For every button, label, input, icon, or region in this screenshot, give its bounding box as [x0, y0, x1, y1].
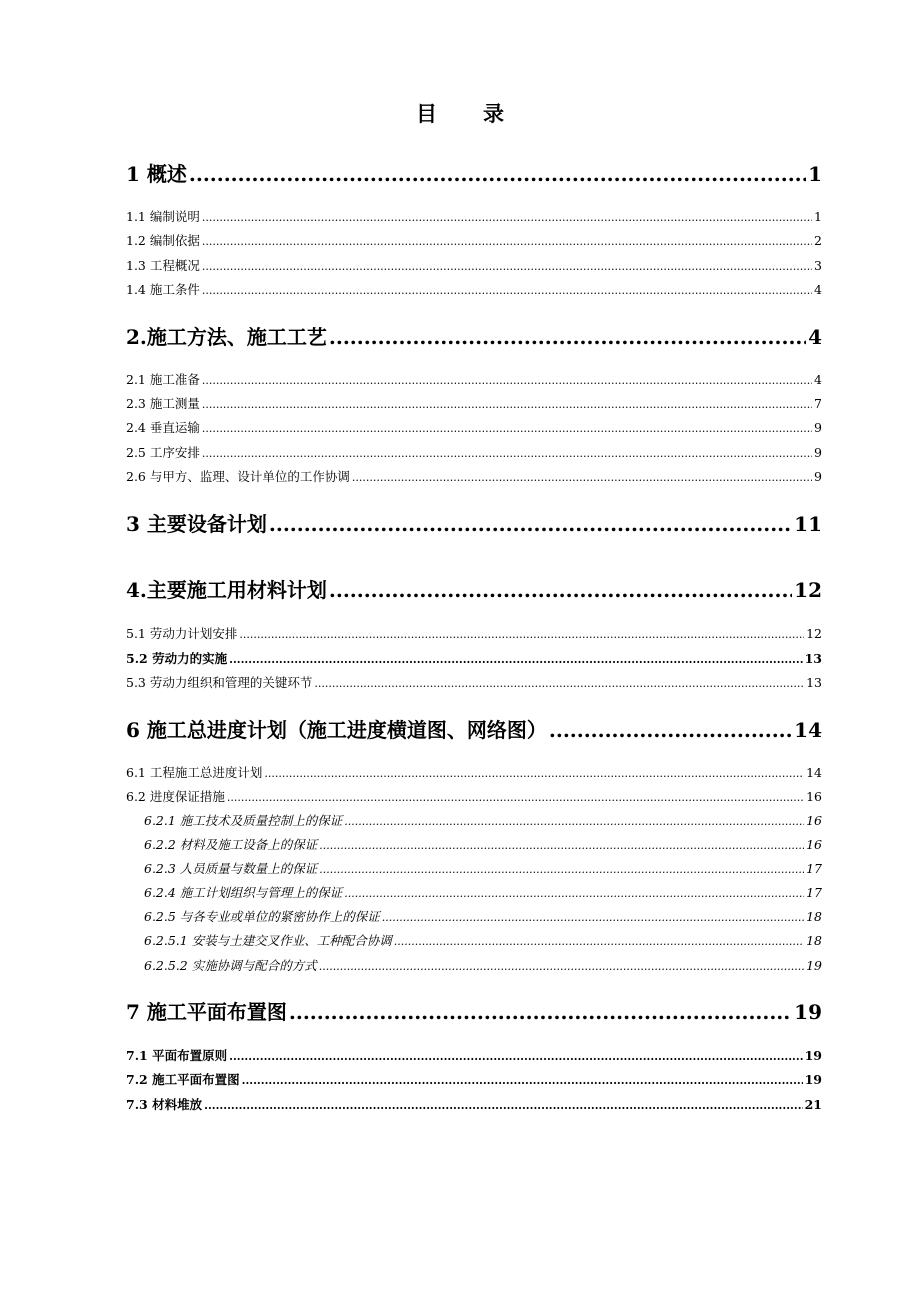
toc-entry-6[interactable]	[126, 714, 822, 743]
toc-entry-4[interactable]	[126, 574, 822, 603]
toc-entry-5-1[interactable]	[126, 624, 822, 642]
toc-entry-6-2-3[interactable]	[144, 859, 822, 877]
toc-entry-label: 5.2 劳动力的实施	[126, 651, 228, 666]
toc-entry-page: 7	[814, 396, 822, 411]
toc-dot-leader	[264, 767, 804, 780]
toc-dot-leader	[202, 398, 812, 411]
toc-entry-label: 6.2.2 材料及施工设备上的保证	[144, 837, 318, 852]
toc-entry-6-2-5-2[interactable]	[144, 956, 822, 974]
toc-entry-page: 2	[814, 233, 822, 248]
toc-dot-leader	[319, 839, 804, 852]
toc-entry-6-2-2[interactable]	[144, 835, 822, 853]
toc-entry-page: 17	[806, 885, 822, 900]
toc-entry-2-5[interactable]	[126, 443, 822, 461]
toc-entry-page: 11	[794, 512, 822, 536]
toc-entry-page: 18	[806, 933, 822, 948]
toc-dot-leader	[352, 471, 812, 484]
toc-entry-label: 3 主要设备计划	[126, 512, 267, 536]
toc-entry-page: 12	[794, 578, 822, 602]
toc-dot-leader	[202, 422, 812, 435]
toc-entry-1-1[interactable]	[126, 207, 822, 225]
toc-entry-page: 19	[806, 958, 822, 973]
toc-entry-label: 5.1 劳动力计划安排	[126, 626, 238, 641]
toc-entry-label: 6.2.4 施工计划组织与管理上的保证	[144, 885, 343, 900]
toc-entry-page: 18	[806, 909, 822, 924]
toc-entry-1-4[interactable]	[126, 280, 822, 298]
toc-entry-page: 4	[814, 372, 822, 387]
toc-entry-label: 7.2 施工平面布置图	[126, 1072, 240, 1087]
toc-entry-page: 14	[806, 765, 822, 780]
toc-entry-label: 7.3 材料堆放	[126, 1097, 203, 1112]
toc-entry-label: 6.2.5.1 安装与土建交叉作业、工种配合协调	[144, 933, 392, 948]
toc-entry-page: 16	[806, 837, 822, 852]
toc-entry-label: 6.2.3 人员质量与数量上的保证	[144, 861, 318, 876]
toc-entry-1-3[interactable]	[126, 256, 822, 274]
toc-dot-leader	[344, 887, 804, 900]
toc-entry-5-2[interactable]	[126, 649, 822, 667]
toc-entry-page: 19	[804, 1048, 822, 1063]
toc-entry-1[interactable]	[126, 158, 822, 187]
toc-entry-page: 14	[794, 718, 822, 742]
toc-entry-label: 7 施工平面布置图	[126, 1000, 287, 1024]
toc-entry-5-3[interactable]	[126, 673, 822, 691]
toc-entry-page: 3	[814, 258, 822, 273]
toc-entry-2-1[interactable]	[126, 370, 822, 388]
toc-entry-6-2-1[interactable]	[144, 811, 822, 829]
toc-entry-label: 1 概述	[126, 162, 187, 186]
toc-dot-leader	[227, 791, 804, 804]
toc-entry-6-2-5-1[interactable]	[144, 931, 822, 949]
toc-entry-label: 6.2.1 施工技术及质量控制上的保证	[144, 813, 343, 828]
toc-entry-6-1[interactable]	[126, 763, 822, 781]
toc-entry-7-3[interactable]	[126, 1095, 822, 1113]
toc-entry-label: 6.2.5 与各专业或单位的紧密协作上的保证	[144, 909, 380, 924]
toc-entry-page: 13	[806, 675, 822, 690]
toc-dot-leader	[382, 911, 804, 924]
toc-entry-page: 1	[814, 209, 822, 224]
toc-dot-leader	[229, 653, 802, 666]
toc-entry-page: 4	[808, 325, 822, 349]
toc-entry-6-2-4[interactable]	[144, 883, 822, 901]
title-char-1: 目	[416, 101, 437, 126]
toc-entry-7-1[interactable]	[126, 1046, 822, 1064]
toc-entry-page: 19	[794, 1000, 822, 1024]
toc-entry-page: 1	[808, 162, 822, 186]
toc-entry-page: 19	[804, 1072, 822, 1087]
toc-entry-label: 2.施工方法、施工工艺	[126, 325, 327, 349]
toc-dot-leader	[329, 578, 792, 602]
toc-entry-page: 13	[804, 651, 822, 666]
toc-entry-label: 6 施工总进度计划（施工进度横道图、网络图）	[126, 718, 547, 742]
toc-dot-leader	[314, 677, 804, 690]
toc-dot-leader	[319, 863, 804, 876]
toc-entry-page: 21	[804, 1097, 822, 1112]
title-char-2: 录	[483, 101, 504, 126]
toc-entry-label: 7.1 平面布置原则	[126, 1048, 228, 1063]
toc-dot-leader	[549, 718, 792, 742]
toc-entry-label: 6.2.5.2 实施协调与配合的方式	[144, 958, 317, 973]
toc-entry-page: 16	[806, 789, 822, 804]
toc-entry-label: 2.1 施工准备	[126, 372, 200, 387]
toc-entry-2-6[interactable]	[126, 467, 822, 485]
toc-entry-label: 2.6 与甲方、监理、设计单位的工作协调	[126, 469, 350, 484]
toc-entry-6-2[interactable]	[126, 787, 822, 805]
toc-entry-page: 16	[806, 813, 822, 828]
toc-entry-2-3[interactable]	[126, 394, 822, 412]
toc-entry-page: 17	[806, 861, 822, 876]
toc-entry-label: 6.2 进度保证措施	[126, 789, 225, 804]
toc-entry-7-2[interactable]	[126, 1070, 822, 1088]
toc-entry-label: 5.3 劳动力组织和管理的关键环节	[126, 675, 313, 690]
toc-entry-label: 2.5 工序安排	[126, 445, 200, 460]
toc-entry-label: 1.2 编制依据	[126, 233, 200, 248]
toc-dot-leader	[202, 260, 812, 273]
toc-entry-3[interactable]	[126, 508, 822, 537]
toc-entry-label: 1.3 工程概况	[126, 258, 200, 273]
toc-dot-leader	[329, 325, 806, 349]
toc-dot-leader	[189, 162, 806, 186]
toc-dot-leader	[344, 815, 804, 828]
toc-dot-leader	[204, 1099, 802, 1112]
toc-entry-page: 9	[814, 469, 822, 484]
toc-dot-leader	[269, 512, 792, 536]
toc-entry-label: 2.3 施工测量	[126, 396, 200, 411]
toc-entry-1-2[interactable]	[126, 231, 822, 249]
toc-entry-2[interactable]	[126, 321, 822, 350]
toc-entry-2-4[interactable]	[126, 418, 822, 436]
toc-entry-7[interactable]	[126, 996, 822, 1025]
toc-entry-6-2-5[interactable]	[144, 907, 822, 925]
toc-entry-page: 4	[814, 282, 822, 297]
toc-entry-label: 6.1 工程施工总进度计划	[126, 765, 263, 780]
toc-entry-label: 1.4 施工条件	[126, 282, 200, 297]
toc-entry-page: 9	[814, 420, 822, 435]
toc-dot-leader	[202, 447, 812, 460]
toc-dot-leader	[202, 211, 812, 224]
page-title	[0, 98, 920, 128]
toc-entry-label: 4.主要施工用材料计划	[126, 578, 327, 602]
toc-dot-leader	[289, 1000, 792, 1024]
toc-dot-leader	[202, 284, 812, 297]
toc-dot-leader	[319, 960, 804, 973]
toc-dot-leader	[242, 1074, 803, 1087]
toc-dot-leader	[202, 374, 812, 387]
toc-dot-leader	[229, 1050, 802, 1063]
toc-dot-leader	[239, 628, 804, 641]
toc-entry-page: 9	[814, 445, 822, 460]
toc-dot-leader	[394, 935, 804, 948]
toc-entry-label: 1.1 编制说明	[126, 209, 200, 224]
toc-entry-label: 2.4 垂直运输	[126, 420, 200, 435]
toc-entry-page: 12	[806, 626, 822, 641]
toc-dot-leader	[202, 235, 812, 248]
